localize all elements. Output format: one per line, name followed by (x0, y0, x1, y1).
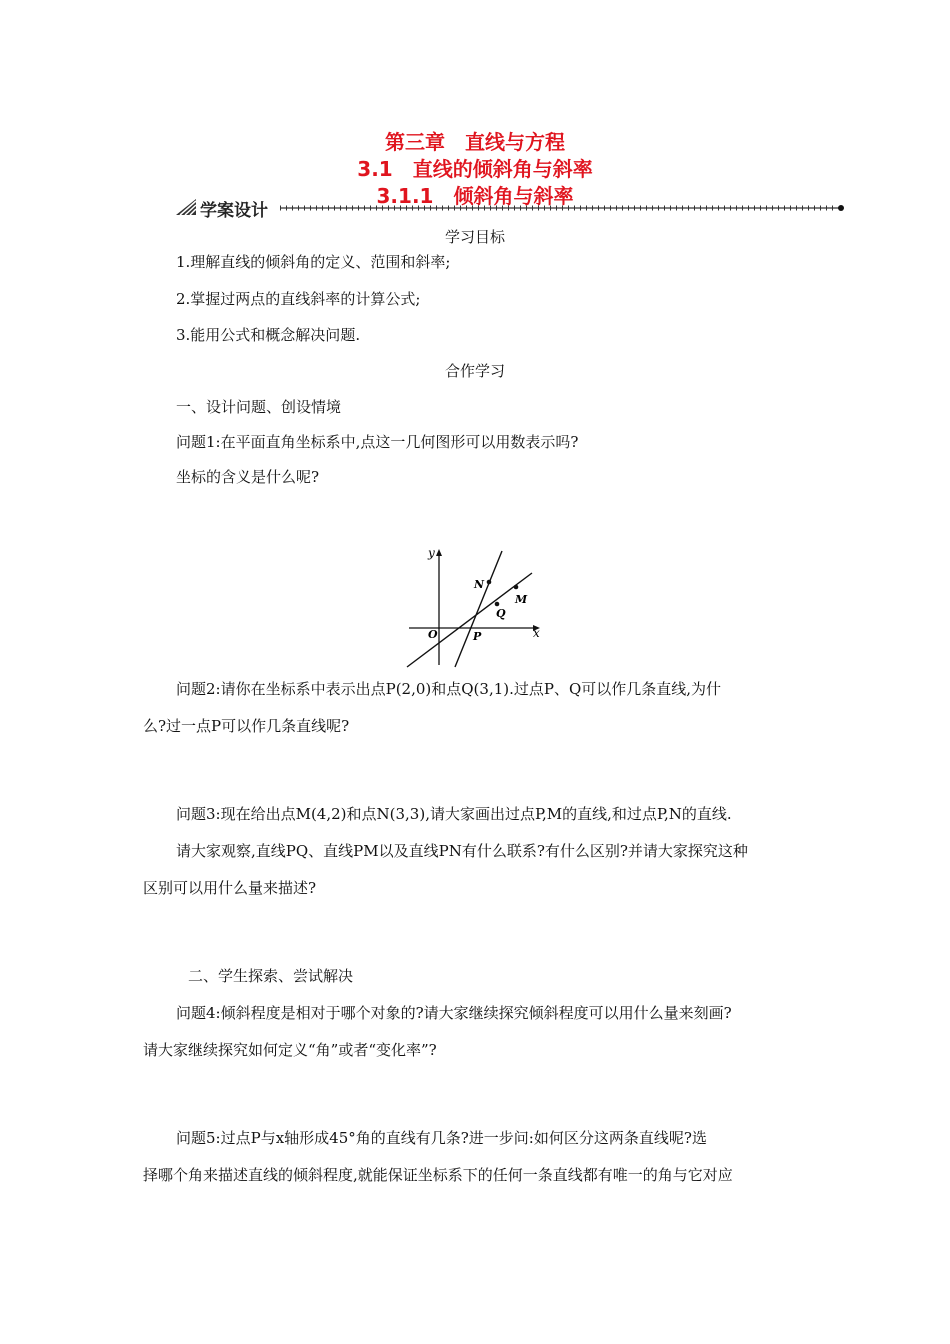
fig-label-y: y (428, 546, 435, 560)
banner-dotted-rule (280, 196, 846, 218)
fig-label-o: O (428, 628, 438, 641)
question-4-line1: 问题4:倾斜程度是相对于哪个对象的?请大家继续探究倾斜程度可以用什么量来刻画? (176, 1004, 732, 1022)
fig-label-p: P (473, 630, 482, 643)
subsection-title: 3.1.1 倾斜角与斜率 (376, 184, 574, 208)
banner-label: 学案设计 (200, 201, 268, 221)
fig-label-x: x (533, 626, 540, 640)
chapter-title: 第三章 直线与方程 (385, 130, 565, 154)
objective-item: 2.掌握过两点的直线斜率的计算公式; (176, 290, 421, 308)
question-2-line2: 么?过一点P可以作几条直线呢? (143, 717, 350, 735)
objective-item: 3.能用公式和概念解决问题. (176, 326, 361, 344)
question-3-line2: 请大家观察,直线PQ、直线PM以及直线PN有什么联系?有什么区别?并请大家探究这种 (176, 842, 748, 860)
question-3-line1: 问题3:现在给出点M(4,2)和点N(3,3),请大家画出过点P,M的直线,和过点P,N的直线. (176, 805, 732, 823)
cooperative-learning-heading: 合作学习 (444, 362, 505, 380)
question-1-line1: 问题1:在平面直角坐标系中,点这一几何图形可以用数表示吗? (176, 433, 579, 451)
question-2-line1: 问题2:请你在坐标系中表示出点P(2,0)和点Q(3,1).过点P、Q可以作几条直线,为什 (176, 680, 722, 698)
study-design-banner (172, 196, 848, 221)
banner-triangle-icon (174, 197, 198, 217)
objective-item: 1.理解直线的倾斜角的定义、范围和斜率; (176, 253, 451, 271)
question-1-line2: 坐标的含义是什么呢? (176, 468, 320, 486)
section-title: 3.1 直线的倾斜角与斜率 (357, 157, 593, 181)
question-5-line2: 择哪个角来描述直线的倾斜程度,就能保证坐标系下的任何一条直线都有唯一的角与它对应 (143, 1166, 733, 1184)
fig-label-n: N (474, 578, 485, 591)
coordinate-figure (405, 545, 545, 670)
fig-label-q: Q (496, 607, 506, 620)
question-5-line1: 问题5:过点P与x轴形成45°角的直线有几条?进一步问:如何区分这两条直线呢?选 (176, 1129, 707, 1147)
part2-heading: 二、学生探索、尝试解决 (188, 967, 354, 985)
part1-heading: 一、设计问题、创设情境 (176, 398, 342, 416)
fig-label-m: M (515, 593, 528, 606)
learning-objectives-heading: 学习目标 (444, 228, 505, 246)
question-3-line3: 区别可以用什么量来描述? (143, 879, 317, 897)
question-4-line2: 请大家继续探究如何定义“角”或者“变化率”? (143, 1041, 437, 1059)
